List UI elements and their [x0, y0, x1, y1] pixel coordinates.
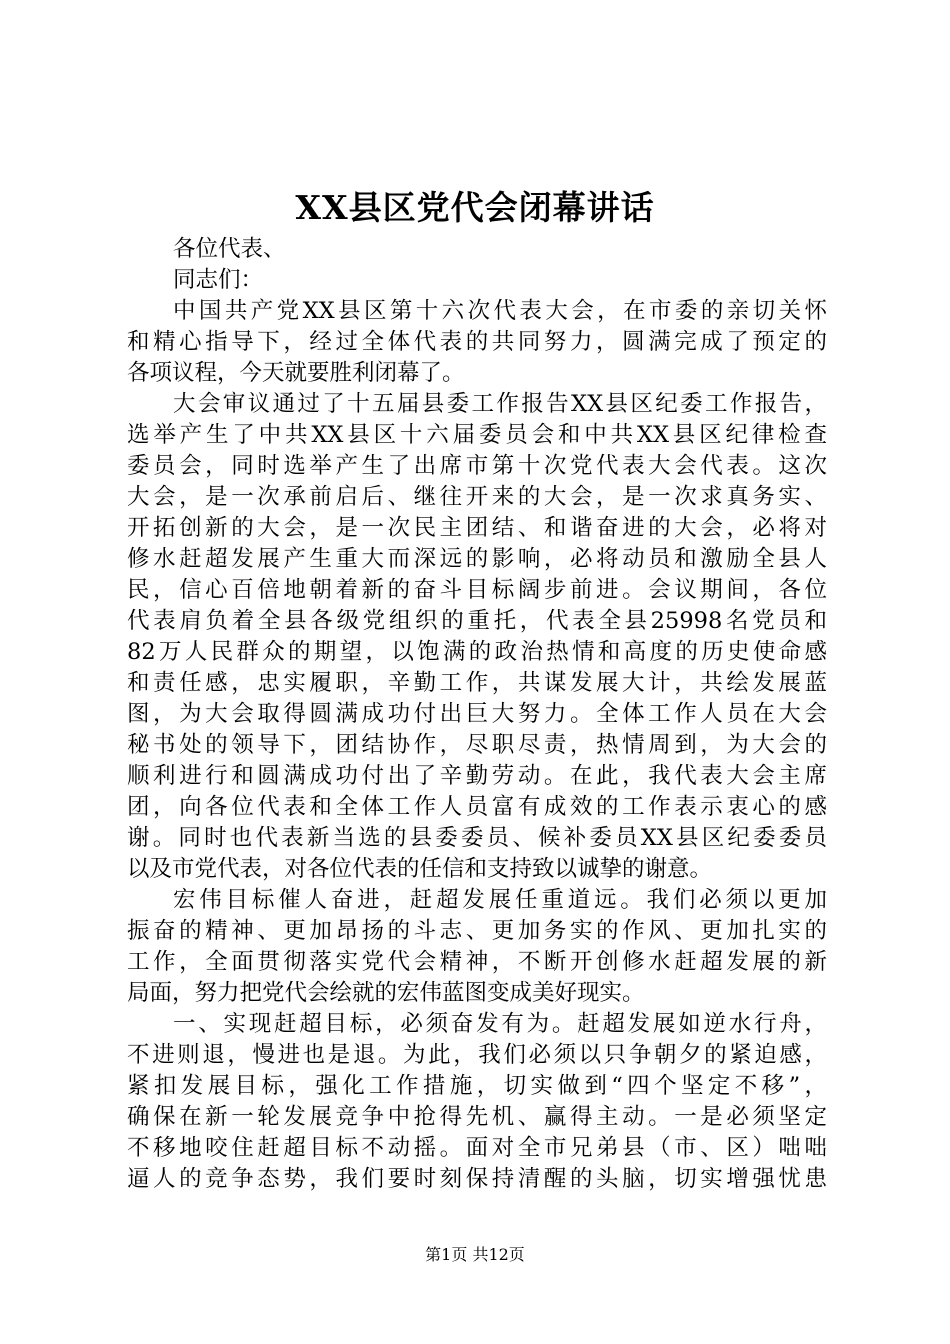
paragraph-line: 选举产生了中共XX县区十六届委员会和中共XX县区纪律检查 [127, 422, 827, 448]
salutation-line: 同志们： [173, 267, 264, 293]
paragraph-line: 民，信心百倍地朝着新的奋斗目标阔步前进。会议期间，各位 [127, 577, 827, 603]
paragraph-line: 和精心指导下，经过全体代表的共同努力，圆满完成了预定的 [127, 329, 827, 355]
salutation-line: 各位代表、 [173, 236, 286, 262]
paragraph-line: 团，向各位代表和全体工作人员富有成效的工作表示衷心的感 [127, 794, 827, 820]
paragraph-line: 以及市党代表，对各位代表的任信和支持致以诚挚的谢意。 [127, 856, 713, 882]
paragraph-line: 秘书处的领导下，团结协作，尽职尽责，热情周到，为大会的 [127, 732, 827, 758]
paragraph-line: 图，为大会取得圆满成功付出巨大努力。全体工作人员在大会 [127, 701, 827, 727]
paragraph-line: 一、实现赶超目标，必须奋发有为。赶超发展如逆水行舟， [173, 1011, 827, 1037]
paragraph-line: 紧扣发展目标，强化工作措施，切实做到“四个坚定不移”， [127, 1073, 827, 1099]
paragraph-line: 宏伟目标催人奋进，赶超发展任重道远。我们必须以更加 [173, 887, 827, 913]
paragraph-line: 修水赶超发展产生重大而深远的影响，必将动员和激励全县人 [127, 546, 827, 572]
paragraph-line: 不进则退，慢进也是退。为此，我们必须以只争朝夕的紧迫感， [127, 1042, 827, 1068]
paragraph-line: 委员会，同时选举产生了出席市第十次党代表大会代表。这次 [127, 453, 827, 479]
paragraph-line: 和责任感，忠实履职，辛勤工作，共谋发展大计，共绘发展蓝 [127, 670, 827, 696]
page-number-footer: 第1页 共12页 [425, 1245, 525, 1264]
paragraph-line: 逼人的竞争态势，我们要时刻保持清醒的头脑，切实增强忧患 [127, 1166, 827, 1192]
paragraph-line: 开拓创新的大会，是一次民主团结、和谐奋进的大会，必将对 [127, 515, 827, 541]
paragraph-line: 工作，全面贯彻落实党代会精神，不断开创修水赶超发展的新 [127, 949, 827, 975]
paragraph-line: 82万人民群众的期望，以饱满的政治热情和高度的历史使命感 [127, 639, 827, 665]
paragraph-line: 中国共产党XX县区第十六次代表大会，在市委的亲切关怀 [173, 298, 827, 324]
paragraph-line: 各项议程，今天就要胜利闭幕了。 [127, 360, 465, 386]
paragraph-line: 大会，是一次承前启后、继往开来的大会，是一次求真务实、 [127, 484, 827, 510]
paragraph-line: 代表肩负着全县各级党组织的重托，代表全县25998名党员和 [127, 608, 827, 634]
page-title: XX县区党代会闭幕讲话 [295, 188, 655, 227]
paragraph-line: 不移地咬住赶超目标不动摇。面对全市兄弟县（市、区）咄咄 [127, 1135, 827, 1161]
paragraph-line: 确保在新一轮发展竞争中抢得先机、赢得主动。一是必须坚定 [127, 1104, 827, 1130]
paragraph-line: 谢。同时也代表新当选的县委委员、候补委员XX县区纪委委员 [127, 825, 827, 851]
document-body [127, 234, 827, 1195]
paragraph-line: 局面，努力把党代会绘就的宏伟蓝图变成美好现实。 [127, 980, 645, 1006]
paragraph-line: 振奋的精神、更加昂扬的斗志、更加务实的作风、更加扎实的 [127, 918, 827, 944]
paragraph-line: 大会审议通过了十五届县委工作报告XX县区纪委工作报告， [173, 391, 827, 417]
paragraph-line: 顺利进行和圆满成功付出了辛勤劳动。在此，我代表大会主席 [127, 763, 827, 789]
